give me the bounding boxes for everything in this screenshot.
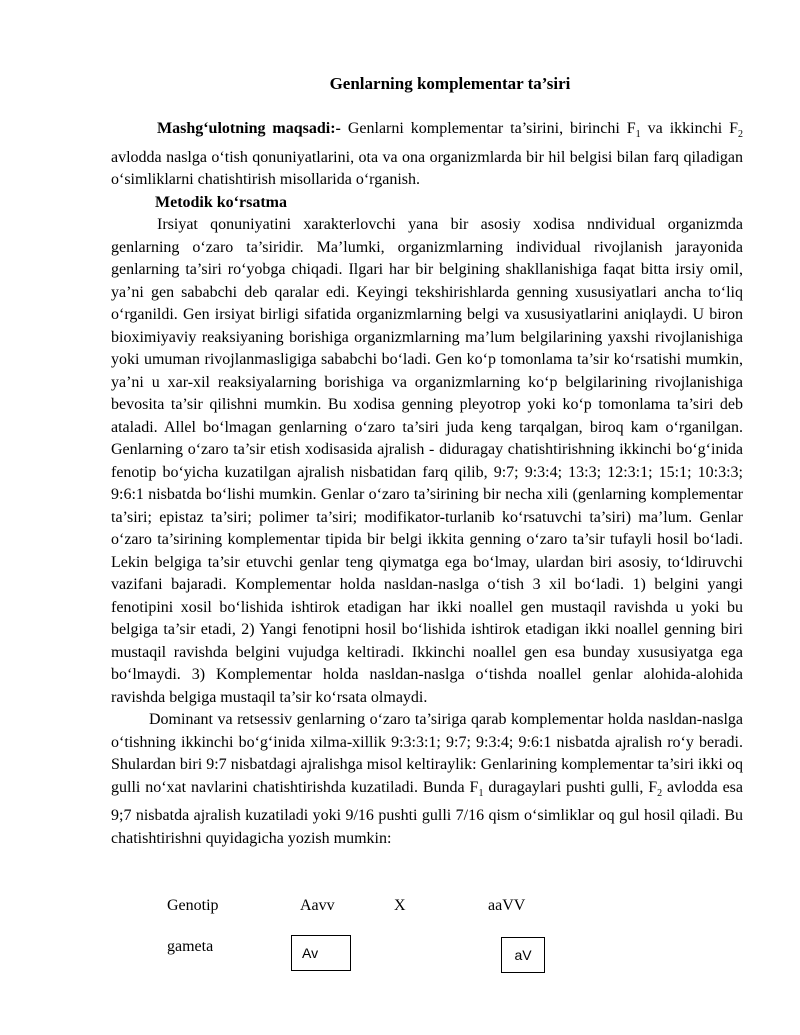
gamete-label: gameta — [167, 938, 214, 955]
paragraph2-text-b: duragaylari pushti gulli, F — [483, 778, 658, 796]
gamete-1: Av — [302, 945, 319, 961]
purpose-text-c: avlodda naslga o‘tish qonuniyatlarini, ota va ona organizmlarda bir hil belgisi bilan farq qiladigan o‘simliklarni chatishtirish misollarida o‘rganish. — [111, 148, 743, 189]
purpose-sub-a: 1 — [635, 129, 641, 141]
paragraph2-text-c: avlodda esa 9;7 nisbatda ajralish kuzatiladi yoki 9/16 pushti gulli 7/16 qism o‘simliklar oq gul hosil qiladi. Bu chatishtirishni quyidagicha yozish mumkin: — [111, 778, 744, 847]
gamete-box-1 — [291, 935, 351, 971]
body-paragraph-2 — [111, 709, 743, 850]
gamete-2: aV — [514, 947, 532, 963]
purpose-label: Mashg‘ulotning maqsadi:- — [157, 120, 341, 137]
purpose-sub-b: 2 — [738, 129, 744, 141]
purpose-text-a: Genlarni komplementar ta’sirini, birinchi F — [340, 120, 636, 137]
gamete-box-2 — [501, 937, 545, 973]
body-paragraph-1: Irsiyat qonuniyatini xarakterlovchi yana bir asosiy xodisa nndividual organizmda genlarning o‘zaro ta’siridir. Ma’lumki, organizmlarning individual rivojlanish jarayonida genlarning ta’siri ro‘yobga chiqadi. Ilgari har bir belgining shakllanishiga faqat bitta irsiy omil, ya’ni gen sababchi deb qaralar edi. Keyingi tekshirishlarda genning xususiyatlari ancha to‘liq o‘rganildi. Gen irsiyat birligi sifatida organizmlarning belgi va xususiyatlarini aniqlaydi. U biron bioximiyaviy reaksiyaning borishiga organizmlarning ma’lum belgilarining yaxshi rivojlanishiga yoki umuman rivojlanmasligiga sababchi bo‘ladi. Gen ko‘p tomonlama ta’sir ko‘rsatishi mumkin, ya’ni u xar-xil reaksiyalarning borishiga va organizmlarning ko‘p belgilarining rivojlanishiga bevosita ta’sir qilishni mumkin. Bu xodisa genning pleyotrop yoki ko‘p tomonlama ta’siri deb ataladi. Allel bo‘lmagan genlarning o‘zaro ta’siri juda keng tarqalgan, biroq kam o‘rganilgan. Genlarning o‘zaro ta’sir etish xodisasida ajralish - diduragay chatishtirishning ikkinchi bo‘g‘inida fenotip bo‘yicha kuzatilgan ajralish nisbatidan farq qilib, 9:7; 9:3:4; 13:3; 12:3:1; 15:1; 10:3:3; 9:6:1 nisbatda bo‘lishi mumkin. Genlar o‘zaro ta’sirining bir necha xili (genlarning komplementar ta’siri; epistaz ta’siri; polimer ta’siri; modifikator-turlanib ko‘rsatuvchi ta’siri) ma’lum. Genlar o‘zaro ta’sirining komplementar tipida bir belgi ikkita genning o‘zaro ta’sir tufayli hosil bo‘ladi. Lekin belgiga ta’sir etuvchi genlar teng qiymatga ega bo‘lmay, ulardan biri asosiy, to‘ldiruvchi vazifani bajaradi. Komplementar holda nasldan-naslga o‘tish 3 xil bo‘ladi. 1) belgini yangi fenotipini xosil bo‘lishida ishtirok etadigan har ikki noallel gen mustaqil ravishda u yoki bu belgiga ta’sir etadi, 2) Yangi fenotipni hosil bo‘lishida ishtirok etadigan ikki noallel genning biri mustaqil ravishda belgini vujudga keltiradi. Ikkinchi noallel gen esa bunday xususiyatga ega bo‘lmaydi. 3) Komplementar holda nasldan-naslga o‘tishda noallel genlar alohida-alohida ravishda belgiga mustaqil ta’sir ko‘rsata olmaydi. — [111, 216, 743, 706]
parent1-genotype: Aavv — [300, 897, 335, 914]
purpose-paragraph — [111, 118, 743, 192]
genotype-label: Genotip — [167, 897, 219, 914]
paragraph2-text-a: Dominant va retsessiv genlarning o‘zaro ta’siriga qarab komplementar holda nasldan-naslga o‘tishning ikkinchi bo‘g‘inida xilma-xillik 9:3:3:1; 9:7; 9:3:4; 9:6:1 nisbatda ajralish ro‘y beradi. Shulardan biri 9:7 nisbatdagi ajralishga misol keltiraylik: Genlarining komplementar ta’siri ikki oq gulli no‘xat navlarini chatishtirishda kuzatiladi. Bunda F — [111, 711, 743, 796]
section-heading: Metodik ko‘rsatma — [155, 193, 287, 211]
document-body — [111, 118, 743, 850]
parent2-genotype: aaVV — [488, 897, 526, 914]
page-title: Genlarning komplementar ta’siri — [329, 74, 571, 93]
cross-symbol: X — [394, 897, 406, 914]
paragraph2-sub-b: 2 — [657, 787, 663, 799]
purpose-text-b: va ikkinchi F — [640, 120, 739, 137]
paragraph2-sub-a: 1 — [478, 787, 484, 799]
